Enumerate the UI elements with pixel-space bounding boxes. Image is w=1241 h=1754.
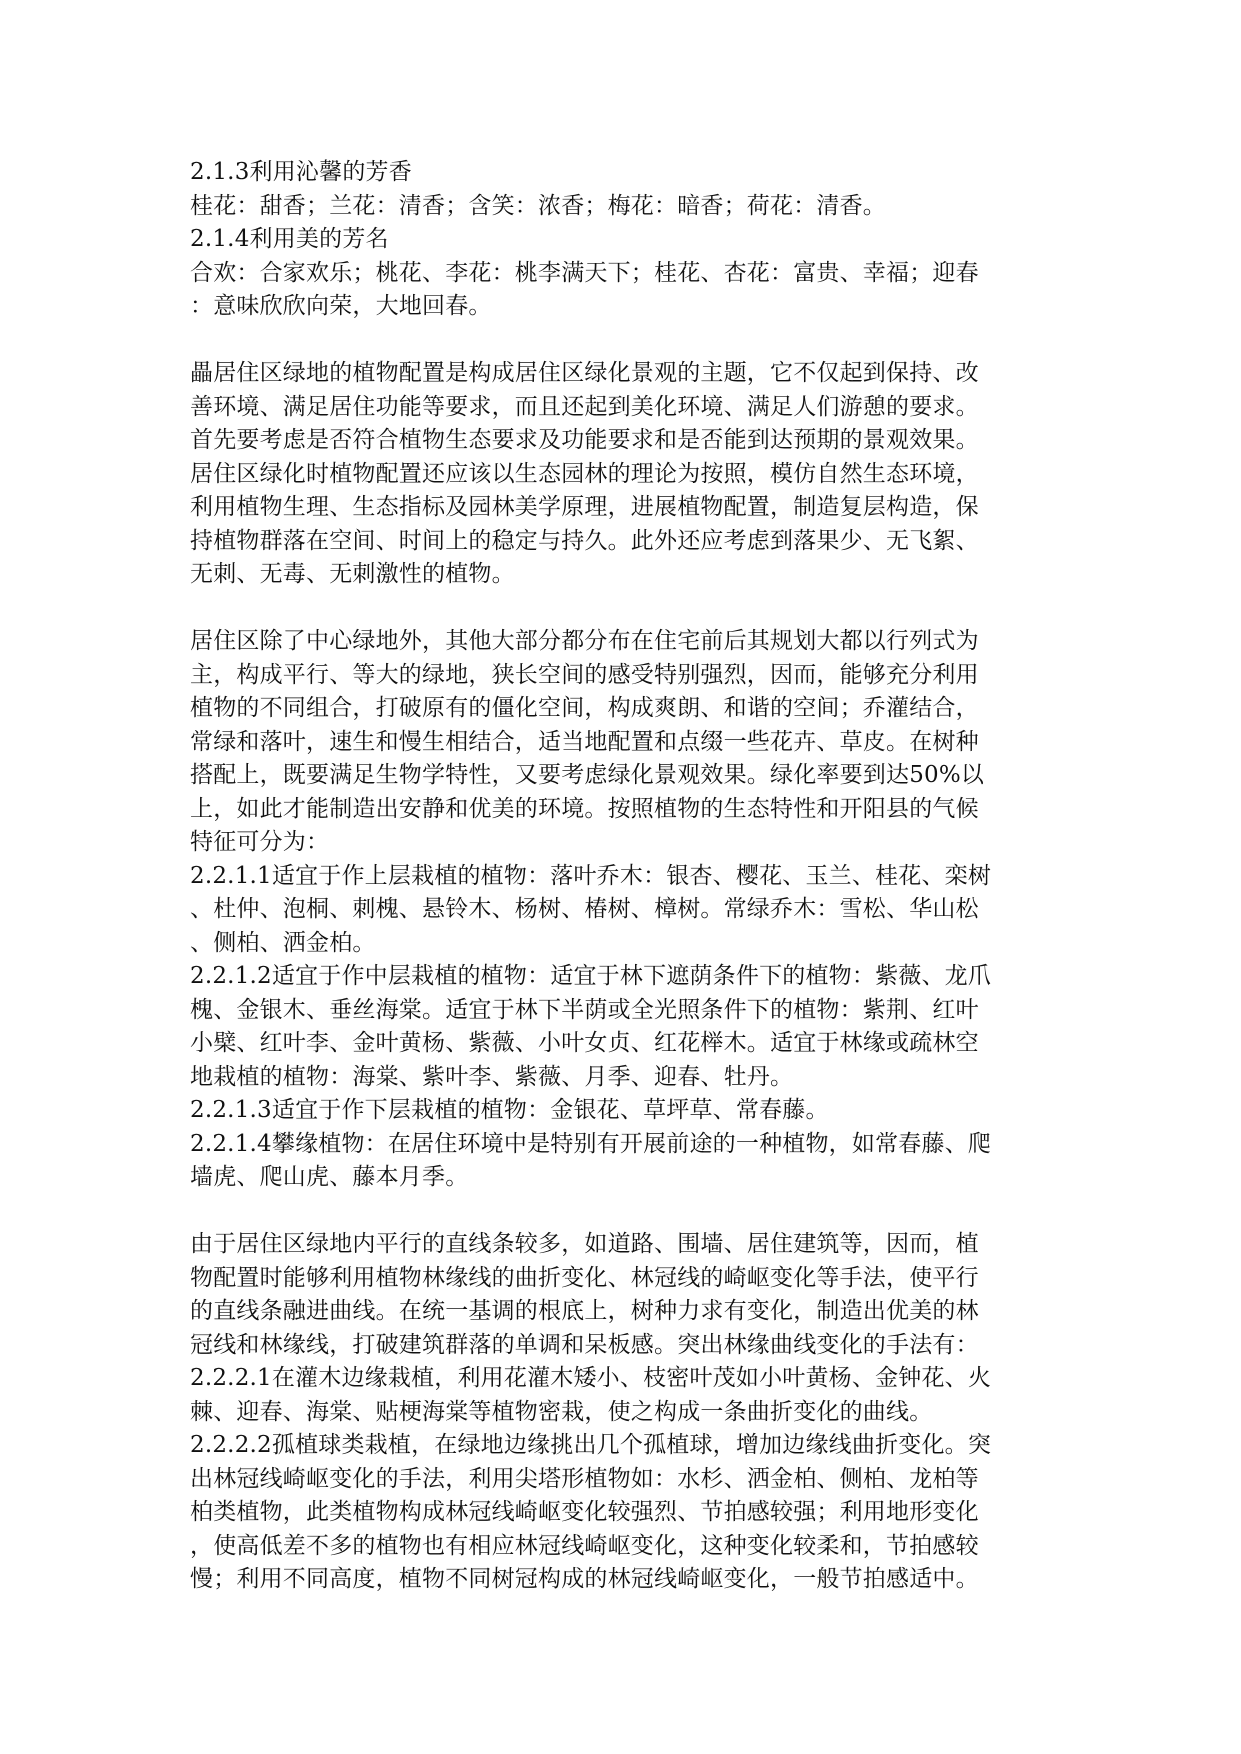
text-line: 出林冠线崎岖变化的手法，利用尖塔形植物如：水杉、洒金柏、侧柏、龙柏等 xyxy=(190,1465,979,1492)
text-line: 、侧柏、洒金柏。 xyxy=(190,929,376,956)
text-line: 首先要考虑是否符合植物生态要求及功能要求和是否能到达预期的景观效果。 xyxy=(190,427,979,453)
text-line: 的直线条融进曲线。在统一基调的根底上，树种力求有变化，制造出优美的林 xyxy=(190,1298,979,1324)
section-aroma-names xyxy=(190,156,1042,324)
text-line: 由于居住区绿地内平行的直线条较多，如道路、围墙、居住建筑等，因而，植 xyxy=(190,1231,979,1257)
text-line: 居住区绿化时植物配置还应该以生态园林的理论为按照，模仿自然生态环境， xyxy=(190,460,979,487)
text-line: 持植物群落在空间、时间上的稳定与持久。此外还应考虑到落果少、无飞絮、 xyxy=(190,527,979,554)
paragraph-plant-configuration xyxy=(190,357,1042,592)
text-line: ，使高低差不多的植物也有相应林冠线崎岖变化，这种变化较柔和，节拍感较 xyxy=(190,1532,979,1559)
text-line: 上，如此才能制造出安静和优美的环境。按照植物的生态特性和开阳县的气候 xyxy=(190,795,979,822)
text-line: 槐、金银木、垂丝海棠。适宜于林下半荫或全光照条件下的植物：紫荆、红叶 xyxy=(190,996,979,1023)
text-line: 冠线和林缘线，打破建筑群落的单调和呆板感。突出林缘曲线变化的手法有： xyxy=(190,1331,979,1358)
text-line: 无刺、无毒、无刺激性的植物。 xyxy=(190,561,515,587)
text-line: 搭配上，既要满足生物学特性，又要考虑绿化景观效果。绿化率要到达50%以 xyxy=(190,762,985,788)
text-line: 地栽植的植物：海棠、紫叶李、紫薇、月季、迎春、牡丹。 xyxy=(190,1063,794,1090)
text-line: 善环境、满足居住功能等要求，而且还起到美化环境、满足人们游憩的要求。 xyxy=(190,393,979,420)
text-line: 居住区除了中心绿地外，其他大部分都分布在住宅前后其规划大都以行列式为 xyxy=(190,628,979,654)
text-line: ：意味欣欣向荣，大地回春。 xyxy=(190,293,492,319)
text-line: 慢；利用不同高度，植物不同树冠构成的林冠线崎岖变化，一般节拍感适中。 xyxy=(190,1566,979,1592)
paragraph-layered-planting xyxy=(190,625,1042,1195)
text-line: 畾居住区绿地的植物配置是构成居住区绿化景观的主题，它不仅起到保持、改 xyxy=(190,360,979,386)
document-page xyxy=(190,156,1042,1597)
text-line: 常绿和落叶，速生和慢生相结合，适当地配置和点缀一些花卉、草皮。在树种 xyxy=(190,728,979,755)
list-item-upper-layer: 2.2.1.1适宜于作上层栽植的植物：落叶乔木：银杏、樱花、玉兰、桂花、栾树 xyxy=(190,862,992,889)
list-item-climbing-plants: 2.2.1.4攀缘植物：在居住环境中是特别有开展前途的一种植物，如常春藤、爬 xyxy=(190,1130,992,1157)
list-item-lower-layer: 2.2.1.3适宜于作下层栽植的植物：金银花、草坪草、常春藤。 xyxy=(190,1097,829,1123)
section-heading: 2.1.3利用沁馨的芳香 xyxy=(190,159,412,185)
text-line: 利用植物生理、生态指标及园林美学原理，进展植物配置，制造复层构造，保 xyxy=(190,494,979,520)
text-line: 棘、迎春、海棠、贴梗海棠等植物密栽，使之构成一条曲折变化的曲线。 xyxy=(190,1398,933,1425)
paragraph-gap xyxy=(190,324,1042,358)
text-line: 植物的不同组合，打破原有的僵化空间，构成爽朗、和谐的空间；乔灌结合， xyxy=(190,695,979,721)
paragraph-canopy-lines xyxy=(190,1228,1042,1597)
text-line: 柏类植物，此类植物构成林冠线崎岖变化较强烈、节拍感较强；利用地形变化 xyxy=(190,1499,979,1525)
list-item-middle-layer: 2.2.1.2适宜于作中层栽植的植物：适宜于林下遮荫条件下的植物：紫薇、龙爪 xyxy=(190,963,992,989)
text-line: 桂花：甜香；兰花：清香；含笑：浓香；梅花：暗香；荷花：清香。 xyxy=(190,192,886,219)
text-line: 、杜仲、泡桐、刺槐、悬铃木、杨树、椿树、樟树。常绿乔木：雪松、华山松 xyxy=(190,896,979,922)
paragraph-gap xyxy=(190,1195,1042,1229)
list-item-solitary-planting: 2.2.2.2孤植球类栽植，在绿地边缘挑出几个孤植球，增加边缘线曲折变化。突 xyxy=(190,1432,992,1458)
text-line: 墙虎、爬山虎、藤本月季。 xyxy=(190,1164,469,1190)
text-line: 物配置时能够利用植物林缘线的曲折变化、林冠线的崎岖变化等手法，使平行 xyxy=(190,1264,979,1291)
paragraph-gap xyxy=(190,592,1042,626)
section-heading: 2.1.4利用美的芳名 xyxy=(190,226,389,252)
text-line: 主，构成平行、等大的绿地，狭长空间的感受特别强烈，因而，能够充分利用 xyxy=(190,661,979,688)
text-line: 特征可分为： xyxy=(190,829,330,855)
text-line: 合欢：合家欢乐；桃花、李花：桃李满天下；桂花、杏花：富贵、幸福；迎春 xyxy=(190,259,979,286)
list-item-shrub-edge: 2.2.2.1在灌木边缘栽植，利用花灌木矮小、枝密叶茂如小叶黄杨、金钟花、火 xyxy=(190,1365,992,1391)
text-line: 小檗、红叶李、金叶黄杨、紫薇、小叶女贞、红花榉木。适宜于林缘或疏林空 xyxy=(190,1030,979,1056)
